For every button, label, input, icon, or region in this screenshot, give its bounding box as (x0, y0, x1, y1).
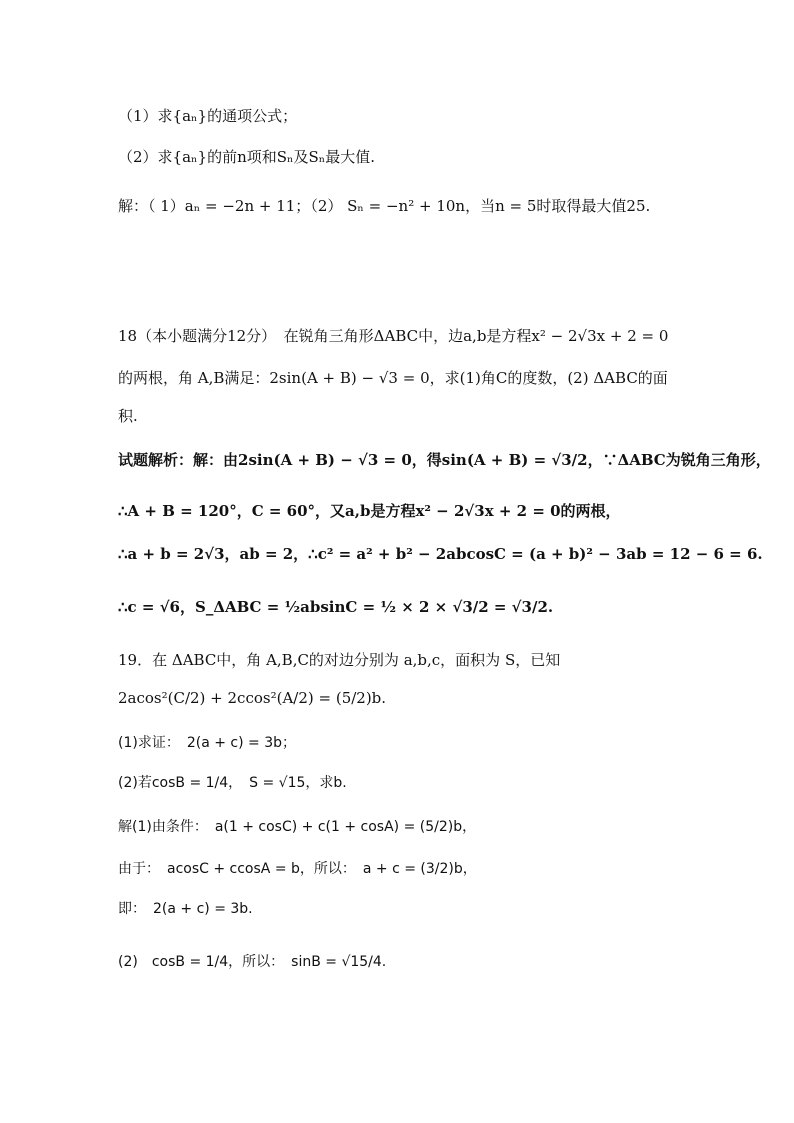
solution-18-line-2: ∴A + B = 120°，C = 60°，又a,b是方程x² − 2√3x + 2 = 0的两根， (118, 502, 621, 520)
solution-19-line-4: (2) cosB = 1/4，所以： sinB = √15/4. (118, 954, 387, 970)
solution-19-line-1: 解(1)由条件： a(1 + cosC) + c(1 + cosA) = (5/2)b， (118, 819, 477, 835)
problem-18-line-2: 的两根，角 A,B满足：2sin(A + B) − √3 = 0，求(1)角C的度数，(2) ΔABC的面 (118, 369, 668, 387)
solution-18-line-4: ∴c = √6，S_ΔABC = ½absinC = ½ × 2 × √3/2 = √3/2. (118, 598, 554, 616)
question-part-1: （1）求{aₙ}的通项公式； (118, 107, 298, 125)
solution-19-line-3: 即： 2(a + c) = 3b. (118, 901, 253, 917)
problem-18-line-3: 积. (118, 407, 138, 425)
solution-19-line-2: 由于： acosC + ccosA = b，所以： a + c = (3/2)b， (118, 861, 477, 877)
problem-18-line-1: 18（本小题满分12分） 在锐角三角形ΔABC中，边a,b是方程x² − 2√3x + 2 = 0 (118, 327, 669, 345)
solution-18-line-3: ∴a + b = 2√3，ab = 2，∴c² = a² + b² − 2abcosC = (a + b)² − 3ab = 12 − 6 = 6. (118, 545, 763, 563)
problem-19-line-2: 2acos²(C/2) + 2ccos²(A/2) = (5/2)b. (118, 689, 387, 707)
problem-19-part-1: (1)求证： 2(a + c) = 3b； (118, 735, 296, 751)
answer-17: 解：（ 1）aₙ = −2n + 11；（2） Sₙ = −n² + 10n，当n = 5时取得最大值25. (118, 197, 651, 215)
question-part-2: （2）求{aₙ}的前n项和Sₙ及Sₙ最大值. (118, 148, 376, 166)
problem-19-part-2: (2)若cosB = 1/4， S = √15，求b. (118, 775, 347, 791)
problem-19-line-1: 19．在 ΔABC中，角 A,B,C的对边分别为 a,b,c，面积为 S，已知 (118, 651, 561, 669)
solution-18-line-1: 试题解析：解：由2sin(A + B) − √3 = 0，得sin(A + B) = √3/2，∵ΔABC为锐角三角形， (118, 451, 771, 469)
